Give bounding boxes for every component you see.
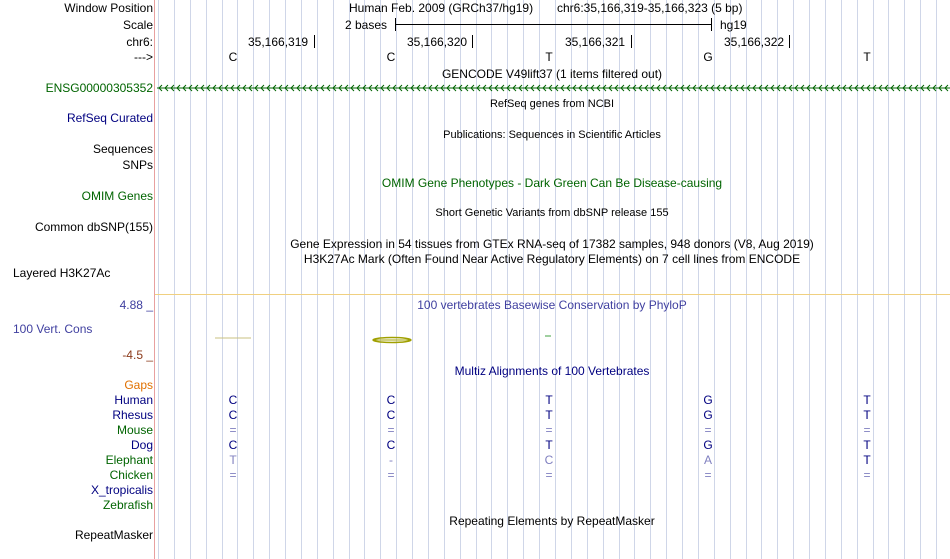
phylop-signal[interactable] (155, 330, 950, 346)
refseq-track-title[interactable]: RefSeq genes from NCBI (489, 98, 615, 110)
alignment-base: = (863, 468, 871, 482)
alignment-base: C (228, 408, 238, 422)
alignment-base: = (545, 423, 553, 437)
alignment-base: G (703, 393, 713, 407)
alignment-base: = (387, 423, 395, 437)
gencode-item-label[interactable]: ENSG00000305352 (45, 81, 153, 95)
refseq-track-label[interactable]: RefSeq Curated (66, 111, 153, 125)
gaps-label[interactable]: Gaps (124, 378, 153, 392)
alignment-base: C (386, 393, 396, 407)
scale-label: Scale (122, 18, 153, 32)
alignment-base: T (545, 393, 553, 407)
ruler-tick (472, 35, 473, 48)
assembly-text: Human Feb. 2009 (GRCh37/hg19) (349, 1, 534, 15)
alignment-base: T (863, 453, 871, 467)
ruler-tick (314, 35, 315, 48)
alignment-base: G (703, 438, 713, 452)
alignment-base: = (704, 423, 712, 437)
dbsnp-track-title[interactable]: Short Genetic Variants from dbSNP release 155 (435, 207, 669, 219)
scale-bar-right-tick (711, 18, 712, 31)
ruler-tick (631, 35, 632, 48)
alignment-base: T (863, 438, 871, 452)
species-label[interactable]: Mouse (116, 423, 153, 437)
alignment-base: - (389, 453, 393, 467)
ruler-position: 35,166,320 (407, 35, 468, 49)
gencode-track-title[interactable]: GENCODE V49lift37 (1 items filtered out) (441, 67, 663, 81)
alignment-base: G (703, 408, 713, 422)
species-label[interactable]: Dog (130, 438, 153, 452)
alignment-base: C (544, 453, 554, 467)
alignment-base: T (229, 453, 237, 467)
ruler-position: 35,166,319 (248, 35, 309, 49)
publications-track-title[interactable]: Publications: Sequences in Scientific Articles (443, 129, 661, 141)
strand-label: ---> (134, 50, 153, 64)
minus-strand-arrows (157, 82, 950, 94)
phylop-max-label: 4.88 _ (119, 298, 153, 312)
gencode-gene-feature[interactable] (157, 82, 950, 94)
species-label[interactable]: Elephant (105, 453, 153, 467)
alignment-base: C (386, 438, 396, 452)
omim-track-title[interactable]: OMIM Gene Phenotypes - Dark Green Can Be Disease-causing (381, 176, 723, 190)
repeatmasker-track-label[interactable]: RepeatMasker (74, 528, 153, 542)
sequence-base: T (545, 50, 553, 64)
ruler-tick (789, 35, 790, 48)
sequences-label[interactable]: Sequences (92, 142, 153, 156)
window-position-label: Window Position (64, 1, 153, 15)
sequence-base: T (863, 50, 871, 64)
sequence-base: C (386, 50, 396, 64)
gtex-track-title[interactable]: Gene Expression in 54 tissues from GTEx RNA-seq of 17382 samples, 948 donors (V8, Aug 2019) (290, 237, 814, 251)
alignment-base: T (545, 408, 553, 422)
chrom-label: chr6: (126, 35, 153, 49)
h3k27ac-track-label[interactable]: Layered H3K27Ac (13, 266, 111, 280)
alignment-base: T (863, 408, 871, 422)
ruler-position: 35,166,322 (724, 35, 785, 49)
alignment-base: = (387, 468, 395, 482)
scale-bar (395, 24, 712, 25)
species-label[interactable]: Rhesus (112, 408, 153, 422)
dbsnp-track-label[interactable]: Common dbSNP(155) (34, 220, 153, 234)
label-separator (154, 0, 155, 559)
species-label[interactable]: Human (114, 393, 153, 407)
alignment-base: C (228, 438, 238, 452)
h3k27ac-track-title[interactable]: H3K27Ac Mark (Often Found Near Active Regulatory Elements) on 7 cell lines from ENCODE (303, 252, 801, 266)
phylop-track-title[interactable]: 100 vertebrates Basewise Conservation by PhyloP (417, 298, 687, 312)
alignment-base: C (386, 408, 396, 422)
phylop-min-label: -4.5 _ (122, 348, 153, 362)
snps-label[interactable]: SNPs (122, 158, 153, 172)
scale-text: 2 bases (345, 18, 388, 32)
species-label[interactable]: Chicken (109, 468, 153, 482)
phylop-top-rule (155, 294, 950, 295)
position-text: chr6:35,166,319-35,166,323 (5 bp) (557, 1, 743, 15)
db-text: hg19 (720, 18, 747, 32)
alignment-base: C (228, 393, 238, 407)
alignment-base: T (863, 393, 871, 407)
species-label[interactable]: X_tropicalis (90, 483, 153, 497)
alignment-base: = (229, 468, 237, 482)
alignment-base: = (704, 468, 712, 482)
omim-track-label[interactable]: OMIM Genes (81, 189, 153, 203)
species-label[interactable]: Zebrafish (102, 498, 153, 512)
ruler-position: 35,166,321 (565, 35, 626, 49)
alignment-base: = (863, 423, 871, 437)
alignment-base: T (545, 438, 553, 452)
repeatmasker-track-title[interactable]: Repeating Elements by RepeatMasker (449, 514, 655, 528)
sequence-base: G (703, 50, 713, 64)
alignment-base: = (229, 423, 237, 437)
multiz-track-title[interactable]: Multiz Alignments of 100 Vertebrates (454, 364, 650, 378)
scale-bar-left-tick (395, 18, 396, 31)
alignment-base: A (703, 453, 712, 467)
phylop-track-label[interactable]: 100 Vert. Cons (13, 322, 93, 336)
sequence-base: C (228, 50, 238, 64)
alignment-base: = (545, 468, 553, 482)
